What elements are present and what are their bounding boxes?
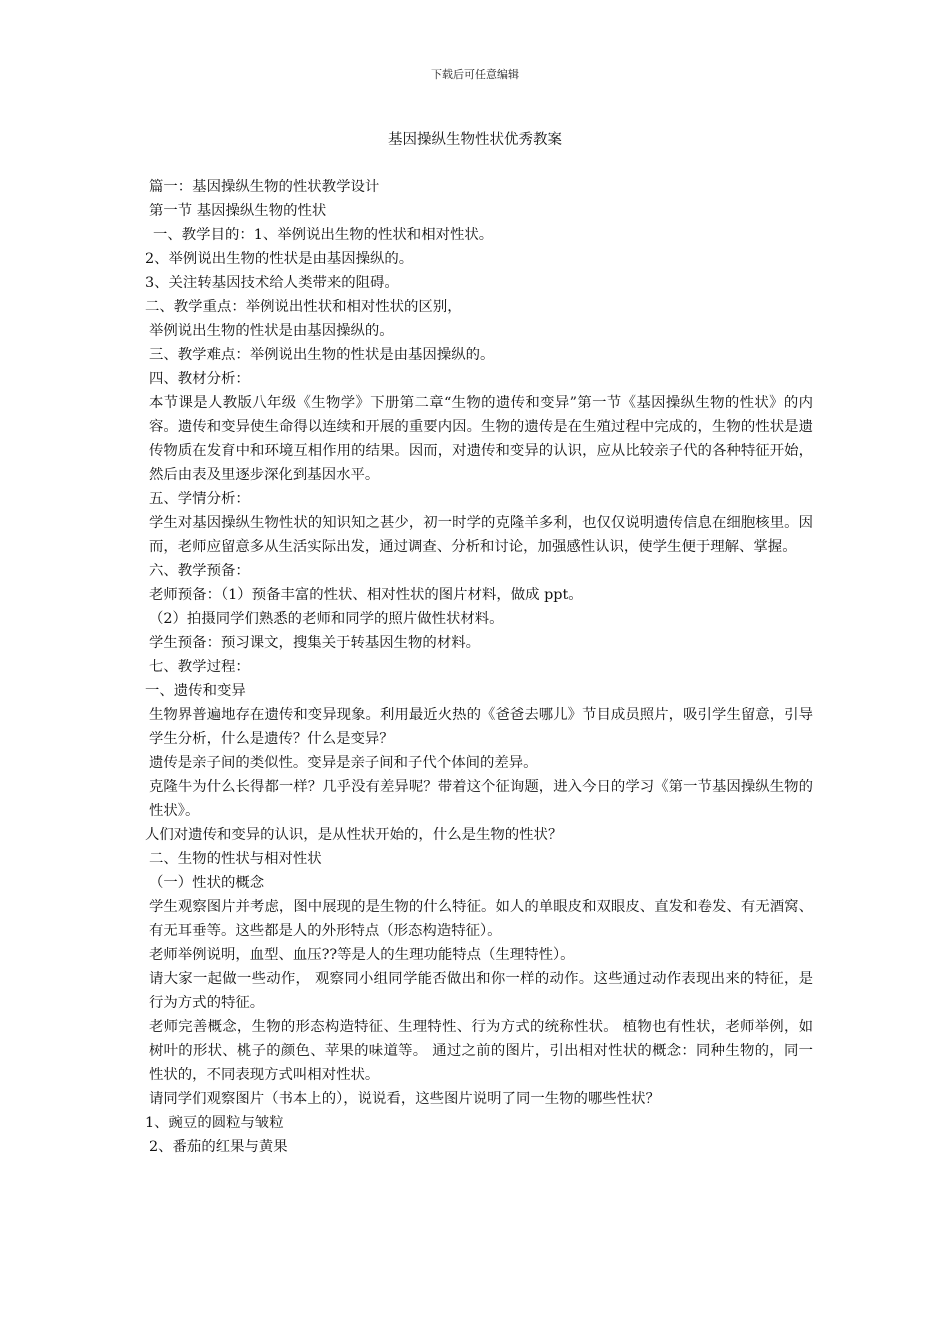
paragraph: 2、举例说出生物的性状是由基因操纵的。 <box>145 251 414 267</box>
paragraph: 学生观察图片并考虑，图中展现的是生物的什么特征。如人的单眼皮和双眼皮、直发和卷发、有无酒窝、有无耳垂等。这些都是人的外形特点（形态构造特征）。 <box>149 899 813 939</box>
paragraph: 老师举例说明，血型、血压??等是人的生理功能特点（生理特性）。 <box>149 947 575 963</box>
paragraph: 2、番茄的红果与黄果 <box>149 1139 288 1155</box>
paragraph: 二、教学重点：举例说出性状和相对性状的区别， <box>145 299 462 315</box>
paragraph: 一、遗传和变异 <box>145 683 246 699</box>
paragraph: 人们对遗传和变异的认识，是从性状开始的，什么是生物的性状？ <box>145 827 563 843</box>
paragraph: 一、教学目的：1、举例说出生物的性状和相对性状。 <box>153 227 494 243</box>
document-title: 基因操纵生物性状优秀教案 <box>388 132 562 148</box>
paragraph: 3、关注转基因技术给人类带来的阻碍。 <box>145 275 399 291</box>
paragraph: 四、教材分析： <box>149 371 250 387</box>
paragraph: 老师完善概念，生物的形态构造特征、生理特性、行为方式的统称性状。 植物也有性状，老师举例，如树叶的形状、桃子的颜色、苹果的味道等。 通过之前的图片，引出相对性状的概念：同种生物的，同一性状的，不同表现方式叫相对性状。 <box>149 1019 813 1083</box>
paragraph: 请大家一起做一些动作， 观察同小组同学能否做出和你一样的动作。这些通过动作表现出来的特征，是行为方式的特征。 <box>149 971 813 1011</box>
paragraph: （2）拍摄同学们熟悉的老师和同学的照片做性状材料。 <box>149 611 504 627</box>
document-body <box>145 175 813 1159</box>
paragraph: 本节课是人教版八年级《生物学》下册第二章“生物的遗传和变异”第一节《基因操纵生物的性状》的内容。遗传和变异使生命得以连续和开展的重要内因。生物的遗传是在生殖过程中完成的，生物的性状是遗传物质在发育中和环境互相作用的结果。因而，对遗传和变异的认识，应从比较亲子代的各种特征开始，然后由表及里逐步深化到基因水平。 <box>149 395 813 483</box>
paragraph: 克隆牛为什么长得都一样？几乎没有差异呢？带着这个征询题，进入今日的学习《第一节基因操纵生物的性状》。 <box>149 779 813 819</box>
paragraph: 二、生物的性状与相对性状 <box>149 851 322 867</box>
paragraph: 1、豌豆的圆粒与皱粒 <box>145 1115 284 1131</box>
paragraph: 七、教学过程： <box>149 659 250 675</box>
paragraph: 老师预备：（1）预备丰富的性状、相对性状的图片材料，做成 ppt。 <box>149 587 583 603</box>
header-note: 下载后可任意编辑 <box>431 68 519 81</box>
paragraph: 六、教学预备： <box>149 563 250 579</box>
paragraph: 三、教学难点：举例说出生物的性状是由基因操纵的。 <box>149 347 495 363</box>
paragraph: 生物界普遍地存在遗传和变异现象。利用最近火热的《爸爸去哪儿》节目成员照片，吸引学生留意，引导学生分析，什么是遗传？什么是变异？ <box>149 707 813 747</box>
paragraph: 学生对基因操纵生物性状的知识知之甚少，初一时学的克隆羊多利，也仅仅说明遗传信息在细胞核里。因而，老师应留意多从生活实际出发，通过调查、分析和讨论，加强感性认识，使学生便于理解、掌握。 <box>149 515 813 555</box>
paragraph: 篇一：基因操纵生物的性状教学设计 <box>149 179 380 195</box>
paragraph: 请同学们观察图片（书本上的），说说看，这些图片说明了同一生物的哪些性状？ <box>149 1091 660 1107</box>
paragraph: 第一节 基因操纵生物的性状 <box>149 203 327 219</box>
paragraph: 学生预备：预习课文，搜集关于转基因生物的材料。 <box>149 635 480 651</box>
paragraph: 举例说出生物的性状是由基因操纵的。 <box>149 323 394 339</box>
paragraph: 遗传是亲子间的类似性。变异是亲子间和子代个体间的差异。 <box>149 755 538 771</box>
paragraph: 五、学情分析： <box>149 491 250 507</box>
paragraph: （一）性状的概念 <box>149 875 265 891</box>
